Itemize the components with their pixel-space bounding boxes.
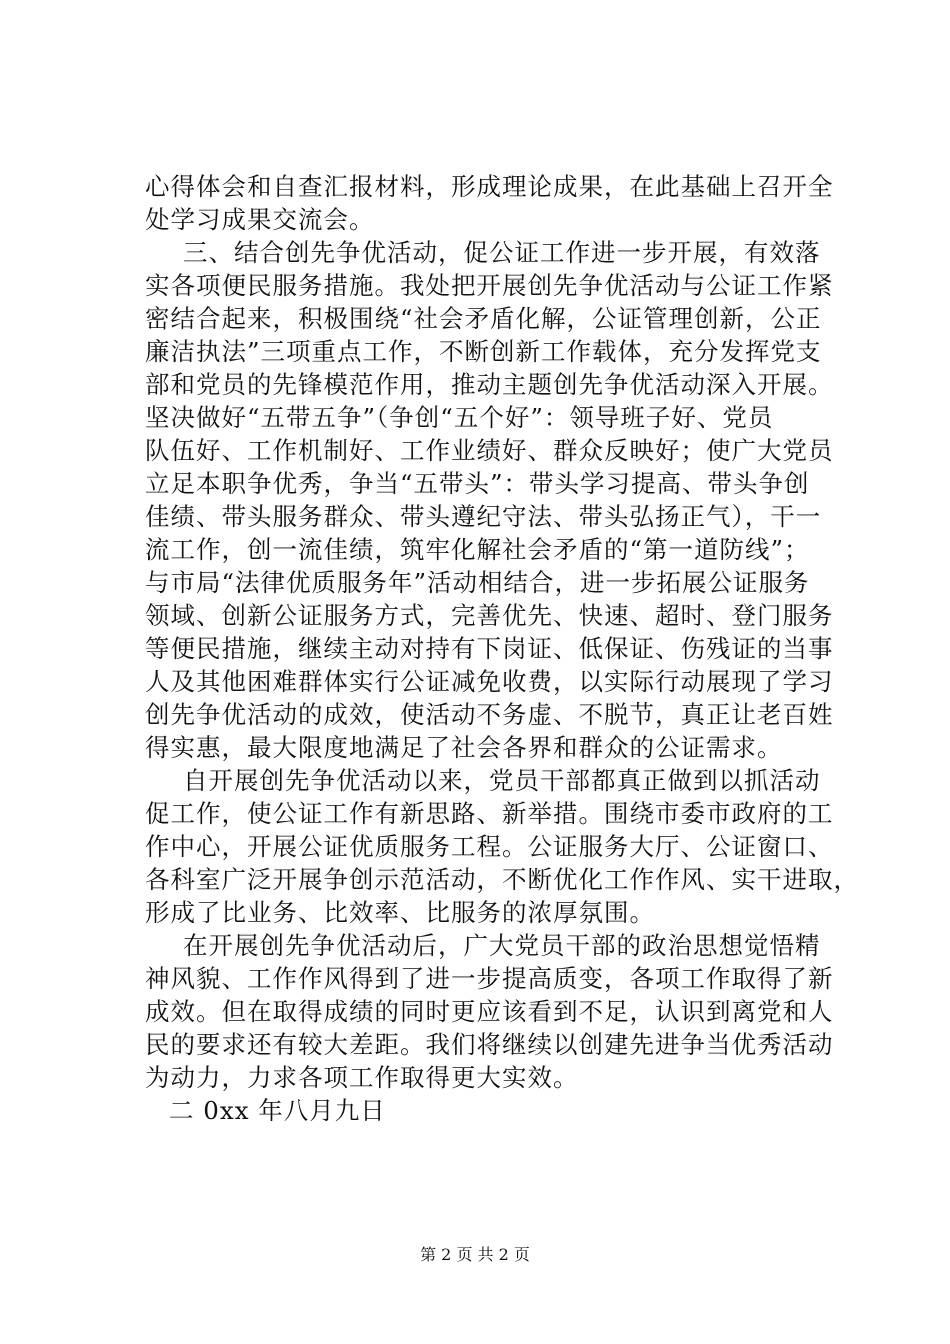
- text-line: 佳绩、带头服务群众、带头遵纪守法、带头弘扬正气），干一: [145, 502, 822, 531]
- text-line: 密结合起来，积极围绕“社会矛盾化解，公证管理创新，公正: [145, 304, 822, 333]
- document-body: [145, 170, 859, 1127]
- text-line: 促工作，使公证工作有新思路、新举措。围绕市委市政府的工: [145, 799, 834, 828]
- text-line: 为动力，力求各项工作取得更大实效。: [145, 1063, 579, 1092]
- text-line: 人及其他困难群体实行公证减免收费，以实际行动展现了学习: [145, 667, 834, 696]
- paragraph-start-line: 三、结合创先争优活动，促公证工作进一步开展，有效落: [183, 238, 821, 267]
- paragraph-start-line: 在开展创先争优活动后，广大党员干部的政治思想觉悟精: [183, 931, 821, 960]
- text-line: 廉洁执法”三项重点工作，不断创新工作载体，充分发挥党支: [145, 337, 822, 366]
- text-line: 神风貌、工作作风得到了进一步提高质变，各项工作取得了新: [145, 964, 834, 993]
- text-line: 队伍好、工作机制好、工作业绩好、群众反映好；使广大党员: [145, 436, 834, 465]
- text-line: 立足本职争优秀，争当“五带头”：带头学习提高、带头争创: [145, 469, 810, 498]
- text-line: 流工作，创一流佳绩，筑牢化解社会矛盾的“第一道防线”；: [145, 535, 810, 564]
- text-line: 部和党员的先锋模范作用，推动主题创先争优活动深入开展。: [145, 370, 834, 399]
- text-line: 各科室广泛开展争创示范活动，不断优化工作作风、实干进取，: [145, 865, 859, 894]
- text-line: 坚决做好“五带五争”（争创“五个好”：领导班子好、党员: [145, 403, 774, 432]
- text-line: 处学习成果交流会。: [145, 205, 375, 234]
- text-line: 心得体会和自查汇报材料，形成理论成果，在此基础上召开全: [145, 172, 834, 201]
- text-line: 等便民措施，继续主动对持有下岗证、低保证、伤残证的当事: [145, 634, 834, 663]
- paragraph-start-line: 自开展创先争优活动以来，党员干部都真正做到以抓活动: [183, 766, 821, 795]
- text-line: 成效。但在取得成绩的同时更应该看到不足，认识到离党和人: [145, 997, 834, 1026]
- text-line: 得实惠，最大限度地满足了社会各界和群众的公证需求。: [145, 733, 783, 762]
- text-line: 作中心，开展公证优质服务工程。公证服务大厅、公证窗口、: [145, 832, 834, 861]
- text-line: 实各项便民服务措施。我处把开展创先争优活动与公证工作紧: [145, 271, 834, 300]
- text-line: 领域、创新公证服务方式，完善优先、快速、超时、登门服务: [145, 601, 834, 630]
- page-number-footer: 第 2 页 共 2 页: [420, 1245, 530, 1264]
- text-line: 与市局“法律优质服务年”活动相结合，进一步拓展公证服务: [145, 568, 810, 597]
- text-line: 创先争优活动的成效，使活动不务虚、不脱节，真正让老百姓: [145, 700, 834, 729]
- text-line: 民的要求还有较大差距。我们将继续以创建先进争当优秀活动: [145, 1030, 834, 1059]
- text-line: 形成了比业务、比效率、比服务的浓厚氛围。: [145, 898, 655, 927]
- document-date: 二 0xx 年八月九日: [169, 1096, 386, 1125]
